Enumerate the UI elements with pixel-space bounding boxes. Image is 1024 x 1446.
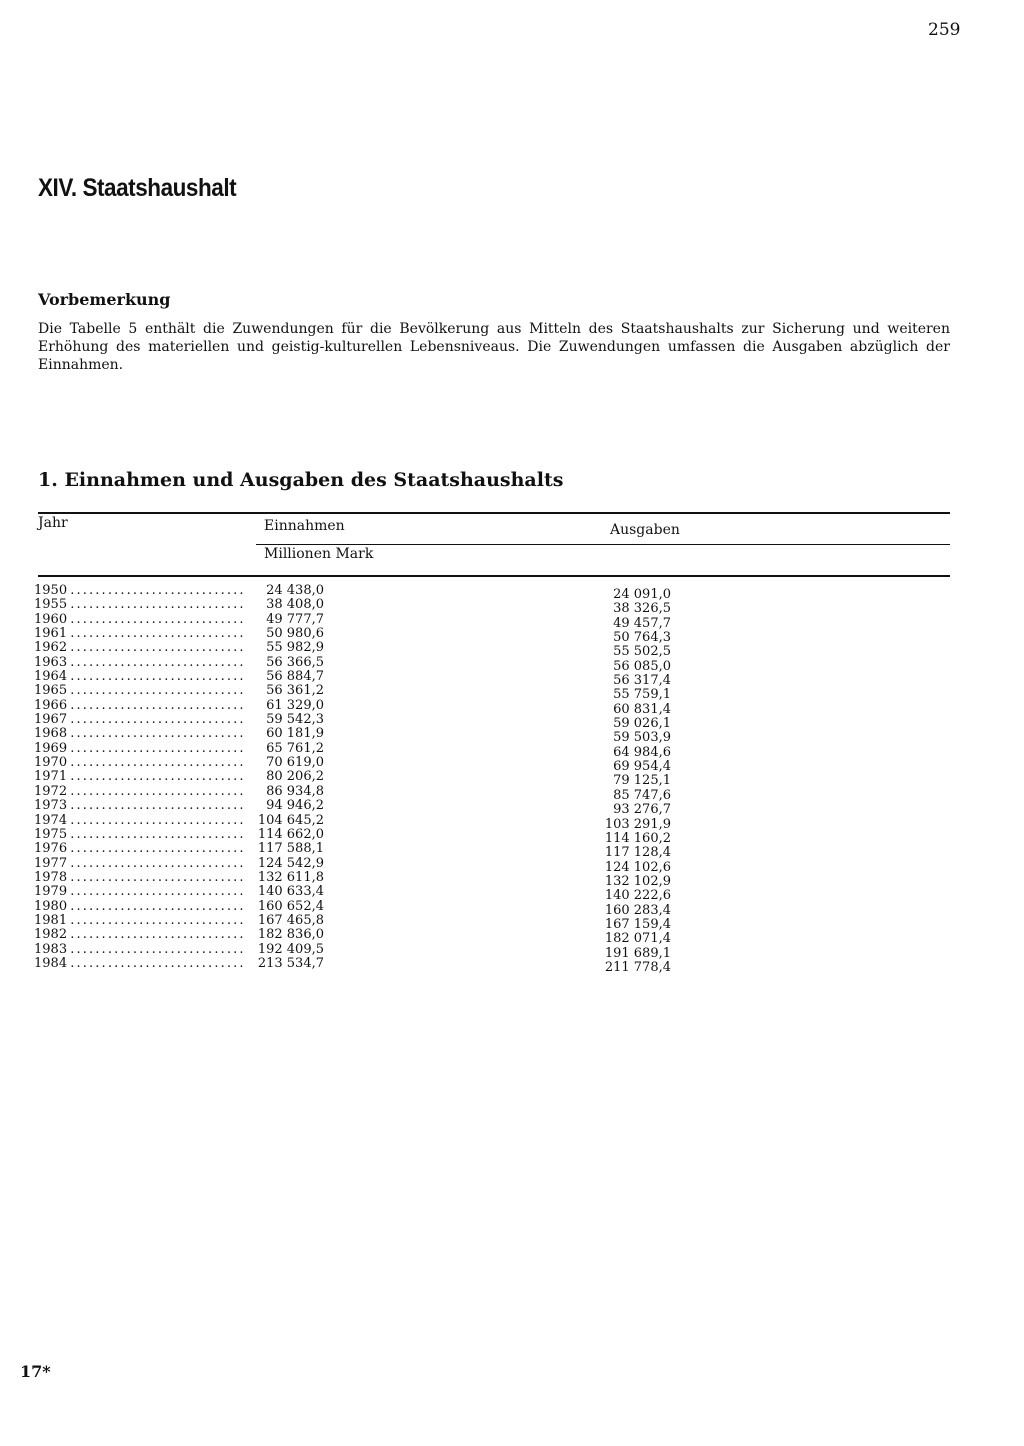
income-cell: 124 542,9 xyxy=(257,855,324,871)
table-title: 1. Einnahmen und Ausgaben des Staatshaushalts xyxy=(38,469,564,491)
table-row xyxy=(34,798,674,818)
year-cell: 1967 . . . xyxy=(34,713,246,727)
expenditure-cell: 24 091,0 xyxy=(613,587,671,602)
table-row xyxy=(34,955,674,975)
income-cell: 104 645,2 xyxy=(257,812,324,828)
year-cell: 1962 . . . xyxy=(34,641,246,655)
expenditure-cell: 56 085,0 xyxy=(613,658,671,674)
year-cell: 1961 . . . xyxy=(34,627,246,641)
income-cell: 61 329,0 xyxy=(266,697,324,713)
year-cell: 1984 . . . xyxy=(34,957,246,971)
expenditure-cell: 103 291,9 xyxy=(604,816,671,832)
income-cell: 65 761,2 xyxy=(266,740,324,756)
income-cell: 80 206,2 xyxy=(266,769,324,785)
expenditure-cell: 64 984,6 xyxy=(613,744,671,760)
income-cell: 56 361,2 xyxy=(266,683,324,699)
year-cell: 1977 . . . xyxy=(34,857,246,871)
expenditure-cell: 114 160,2 xyxy=(604,830,671,846)
table-row xyxy=(34,626,674,646)
table-row xyxy=(34,640,674,660)
unit-rule xyxy=(256,544,950,545)
income-cell: 160 652,4 xyxy=(257,898,324,914)
table-row xyxy=(34,869,674,889)
preliminary-heading: Vorbemerkung xyxy=(38,290,171,309)
income-cell: 192 409,5 xyxy=(257,941,324,957)
expenditure-cell: 140 222,6 xyxy=(604,888,671,904)
table-row xyxy=(34,769,674,789)
income-cell: 167 465,8 xyxy=(257,912,324,928)
income-cell: 56 884,7 xyxy=(266,669,324,685)
year-cell: 1974 . . . xyxy=(34,814,246,828)
expenditure-cell: 79 125,1 xyxy=(613,773,671,789)
table-header-bottom-rule xyxy=(38,575,950,577)
year-cell: 1964 . . . xyxy=(34,670,246,684)
year-cell: 1968 . . . xyxy=(34,727,246,741)
year-cell: 1950 . . . xyxy=(34,584,246,598)
expenditure-cell: 132 102,9 xyxy=(604,873,671,889)
table-row xyxy=(34,611,674,631)
expenditure-cell: 59 503,9 xyxy=(613,730,671,746)
expenditure-cell: 56 317,4 xyxy=(613,673,671,689)
expenditure-cell: 117 128,4 xyxy=(604,845,671,861)
chapter-title: XIV. Staatshaushalt xyxy=(38,174,237,202)
column-header-year: Jahr xyxy=(38,515,68,531)
year-cell: 1976 . . . xyxy=(34,842,246,856)
year-cell: 1960 . . . xyxy=(34,613,246,627)
expenditure-cell: 211 778,4 xyxy=(604,959,671,975)
income-cell: 94 946,2 xyxy=(266,798,324,814)
year-cell: 1983 . . . xyxy=(34,943,246,957)
table-body xyxy=(34,583,674,975)
expenditure-cell: 49 457,7 xyxy=(613,615,671,631)
expenditure-cell: 93 276,7 xyxy=(613,802,671,818)
expenditure-cell: 55 759,1 xyxy=(613,687,671,703)
table-row xyxy=(34,941,674,961)
income-cell: 60 181,9 xyxy=(266,726,324,742)
year-cell: 1979 . . . xyxy=(34,885,246,899)
table-row xyxy=(34,912,674,932)
expenditure-cell: 167 159,4 xyxy=(604,916,671,932)
preliminary-text: Die Tabelle 5 enthält die Zuwendungen für die Bevölkerung aus Mitteln des Staatshaushalts zur Sicherung und weiteren Erhöhung des materiellen und geistig-kulturellen Lebensniveaus. Die Zuwendungen umfassen die Ausgaben abzüglich der Einnahmen. xyxy=(38,321,950,373)
year-cell: 1965 . . . xyxy=(34,684,246,698)
table-row xyxy=(34,898,674,918)
year-cell: 1972 . . . xyxy=(34,785,246,799)
year-cell: 1982 . . . xyxy=(34,928,246,942)
income-cell: 70 619,0 xyxy=(266,755,324,771)
income-cell: 55 982,9 xyxy=(266,640,324,656)
table-row xyxy=(34,712,674,732)
year-cell: 1963 . . . xyxy=(34,656,246,670)
table-row xyxy=(34,812,674,832)
expenditure-cell: 160 283,4 xyxy=(604,902,671,918)
table-row xyxy=(34,841,674,861)
income-cell: 49 777,7 xyxy=(266,611,324,627)
income-cell: 114 662,0 xyxy=(257,826,324,842)
income-cell: 56 366,5 xyxy=(266,654,324,670)
table-row xyxy=(34,855,674,875)
year-cell: 1980 . . . xyxy=(34,900,246,914)
table-row xyxy=(34,884,674,904)
table-row xyxy=(34,826,674,846)
table-row xyxy=(34,755,674,775)
year-cell: 1975 . . . xyxy=(34,828,246,842)
table-row xyxy=(34,697,674,717)
year-cell: 1981 . . . xyxy=(34,914,246,928)
expenditure-cell: 182 071,4 xyxy=(604,931,671,947)
income-cell: 213 534,7 xyxy=(257,955,324,971)
year-cell: 1955 . . . xyxy=(34,598,246,612)
page-number: 259 xyxy=(928,20,961,40)
income-cell: 24 438,0 xyxy=(266,583,324,598)
income-cell: 86 934,8 xyxy=(266,783,324,799)
expenditure-cell: 55 502,5 xyxy=(613,644,671,660)
income-cell: 38 408,0 xyxy=(266,597,324,613)
table-row xyxy=(34,583,674,602)
table-top-rule xyxy=(38,512,950,514)
year-cell: 1973 . . . xyxy=(34,799,246,813)
expenditure-cell: 85 747,6 xyxy=(613,787,671,803)
expenditure-cell: 59 026,1 xyxy=(613,716,671,732)
table-row xyxy=(34,783,674,803)
table-row xyxy=(34,654,674,674)
income-cell: 117 588,1 xyxy=(257,841,324,857)
expenditure-cell: 60 831,4 xyxy=(613,701,671,717)
income-cell: 59 542,3 xyxy=(266,712,324,728)
signature-mark: 17* xyxy=(20,1362,51,1381)
table-row xyxy=(34,726,674,746)
expenditure-cell: 38 326,5 xyxy=(613,601,671,617)
income-cell: 50 980,6 xyxy=(266,626,324,642)
income-cell: 182 836,0 xyxy=(257,927,324,943)
year-cell: 1966 . . . xyxy=(34,699,246,713)
year-cell: 1969 . . . xyxy=(34,742,246,756)
table-row xyxy=(34,927,674,947)
year-cell: 1971 . . . xyxy=(34,770,246,784)
expenditure-cell: 191 689,1 xyxy=(604,945,671,961)
year-cell: 1978 . . . xyxy=(34,871,246,885)
column-header-income: Einnahmen xyxy=(264,518,345,534)
income-cell: 140 633,4 xyxy=(257,884,324,900)
year-cell: 1970 . . . xyxy=(34,756,246,770)
table-row xyxy=(34,740,674,760)
table-row xyxy=(34,669,674,689)
unit-label: Millionen Mark xyxy=(264,546,374,562)
table-row xyxy=(34,597,674,617)
expenditure-cell: 50 764,3 xyxy=(613,630,671,646)
expenditure-cell: 124 102,6 xyxy=(604,859,671,875)
expenditure-cell: 69 954,4 xyxy=(613,759,671,775)
table-row xyxy=(34,683,674,703)
column-header-expenditure: Ausgaben xyxy=(610,522,680,538)
income-cell: 132 611,8 xyxy=(257,869,324,885)
